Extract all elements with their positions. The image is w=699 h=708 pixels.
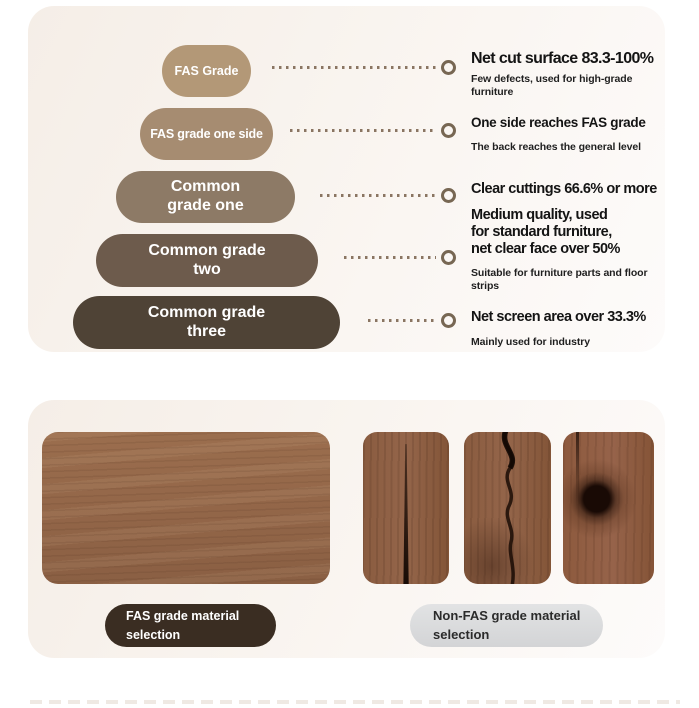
pill-label-line: two xyxy=(193,260,221,278)
grade-subtext-fas xyxy=(471,73,632,99)
grade-heading-common-one xyxy=(471,181,657,197)
grade-subtext-common-two xyxy=(471,267,647,293)
grade-pill-common-one xyxy=(116,171,295,223)
subtext-line: Few defects, used for high-grade xyxy=(471,73,633,85)
fas-wood-panel-image xyxy=(42,432,330,584)
grade-heading-common-three xyxy=(471,309,646,325)
subtext-line: Suitable for furniture parts and floor xyxy=(471,267,648,279)
pill-label-line: three xyxy=(186,322,227,340)
grade-pill-fas-one-side xyxy=(140,108,273,160)
label-line: Non-FAS grade material xyxy=(433,607,581,623)
subtext-line: The back reaches the general level xyxy=(471,141,641,153)
defect-strip-wavy-crack-image xyxy=(464,432,551,584)
pill-label-line: FAS grade one side xyxy=(150,126,263,141)
subtext-line: strips xyxy=(471,280,499,292)
heading-line: net clear face over 50% xyxy=(471,241,620,257)
wavy-crack-defect xyxy=(464,432,551,584)
heading-line: One side reaches FAS grade xyxy=(471,115,646,130)
grade-heading-fas-one-side xyxy=(471,115,646,130)
knot-defect xyxy=(563,432,654,584)
circle-marker-icon xyxy=(441,250,456,265)
non-fas-material-label xyxy=(410,604,603,647)
circle-marker-icon xyxy=(441,313,456,328)
grade-heading-fas xyxy=(471,50,653,68)
dashed-divider xyxy=(30,700,680,704)
grade-subtext-common-three xyxy=(471,336,590,349)
grade-pill-fas xyxy=(162,45,251,97)
pill-label-line: Common grade xyxy=(147,303,266,321)
heading-line: Clear cuttings 66.6% or more xyxy=(471,181,657,197)
label-line: selection xyxy=(433,626,490,642)
grade-heading-common-two xyxy=(471,207,620,258)
fas-material-label xyxy=(105,604,276,647)
defect-strip-split-crack-image xyxy=(363,432,449,584)
heading-line: for standard furniture, xyxy=(471,224,612,240)
grade-pill-common-two xyxy=(96,234,318,287)
label-line: selection xyxy=(126,627,181,642)
grade-pill-common-three xyxy=(73,296,340,349)
defect-strip-knot-image xyxy=(563,432,654,584)
pill-label-line: FAS Grade xyxy=(174,63,239,78)
subtext-line: Mainly used for industry xyxy=(471,336,590,348)
pill-label-line: grade one xyxy=(167,197,244,214)
pill-label-line: Common grade xyxy=(148,241,266,259)
label-line: FAS grade material xyxy=(126,609,240,624)
heading-line: Medium quality, used xyxy=(471,207,608,223)
dotted-leader-line xyxy=(272,66,436,69)
dotted-leader-line xyxy=(290,129,436,132)
subtext-line: furniture xyxy=(471,86,514,98)
split-crack-defect xyxy=(403,444,410,584)
dotted-leader-line xyxy=(344,256,436,259)
circle-marker-icon xyxy=(441,188,456,203)
circle-marker-icon xyxy=(441,60,456,75)
grade-pyramid-card xyxy=(28,6,665,352)
pill-label-line: Common xyxy=(170,178,241,196)
grade-subtext-fas-one-side xyxy=(471,141,641,154)
dotted-leader-line xyxy=(320,194,436,197)
circle-marker-icon xyxy=(441,123,456,138)
heading-line: Net screen area over 33.3% xyxy=(471,309,646,325)
heading-line: Net cut surface 83.3-100% xyxy=(471,50,654,67)
dotted-leader-line xyxy=(368,319,436,322)
